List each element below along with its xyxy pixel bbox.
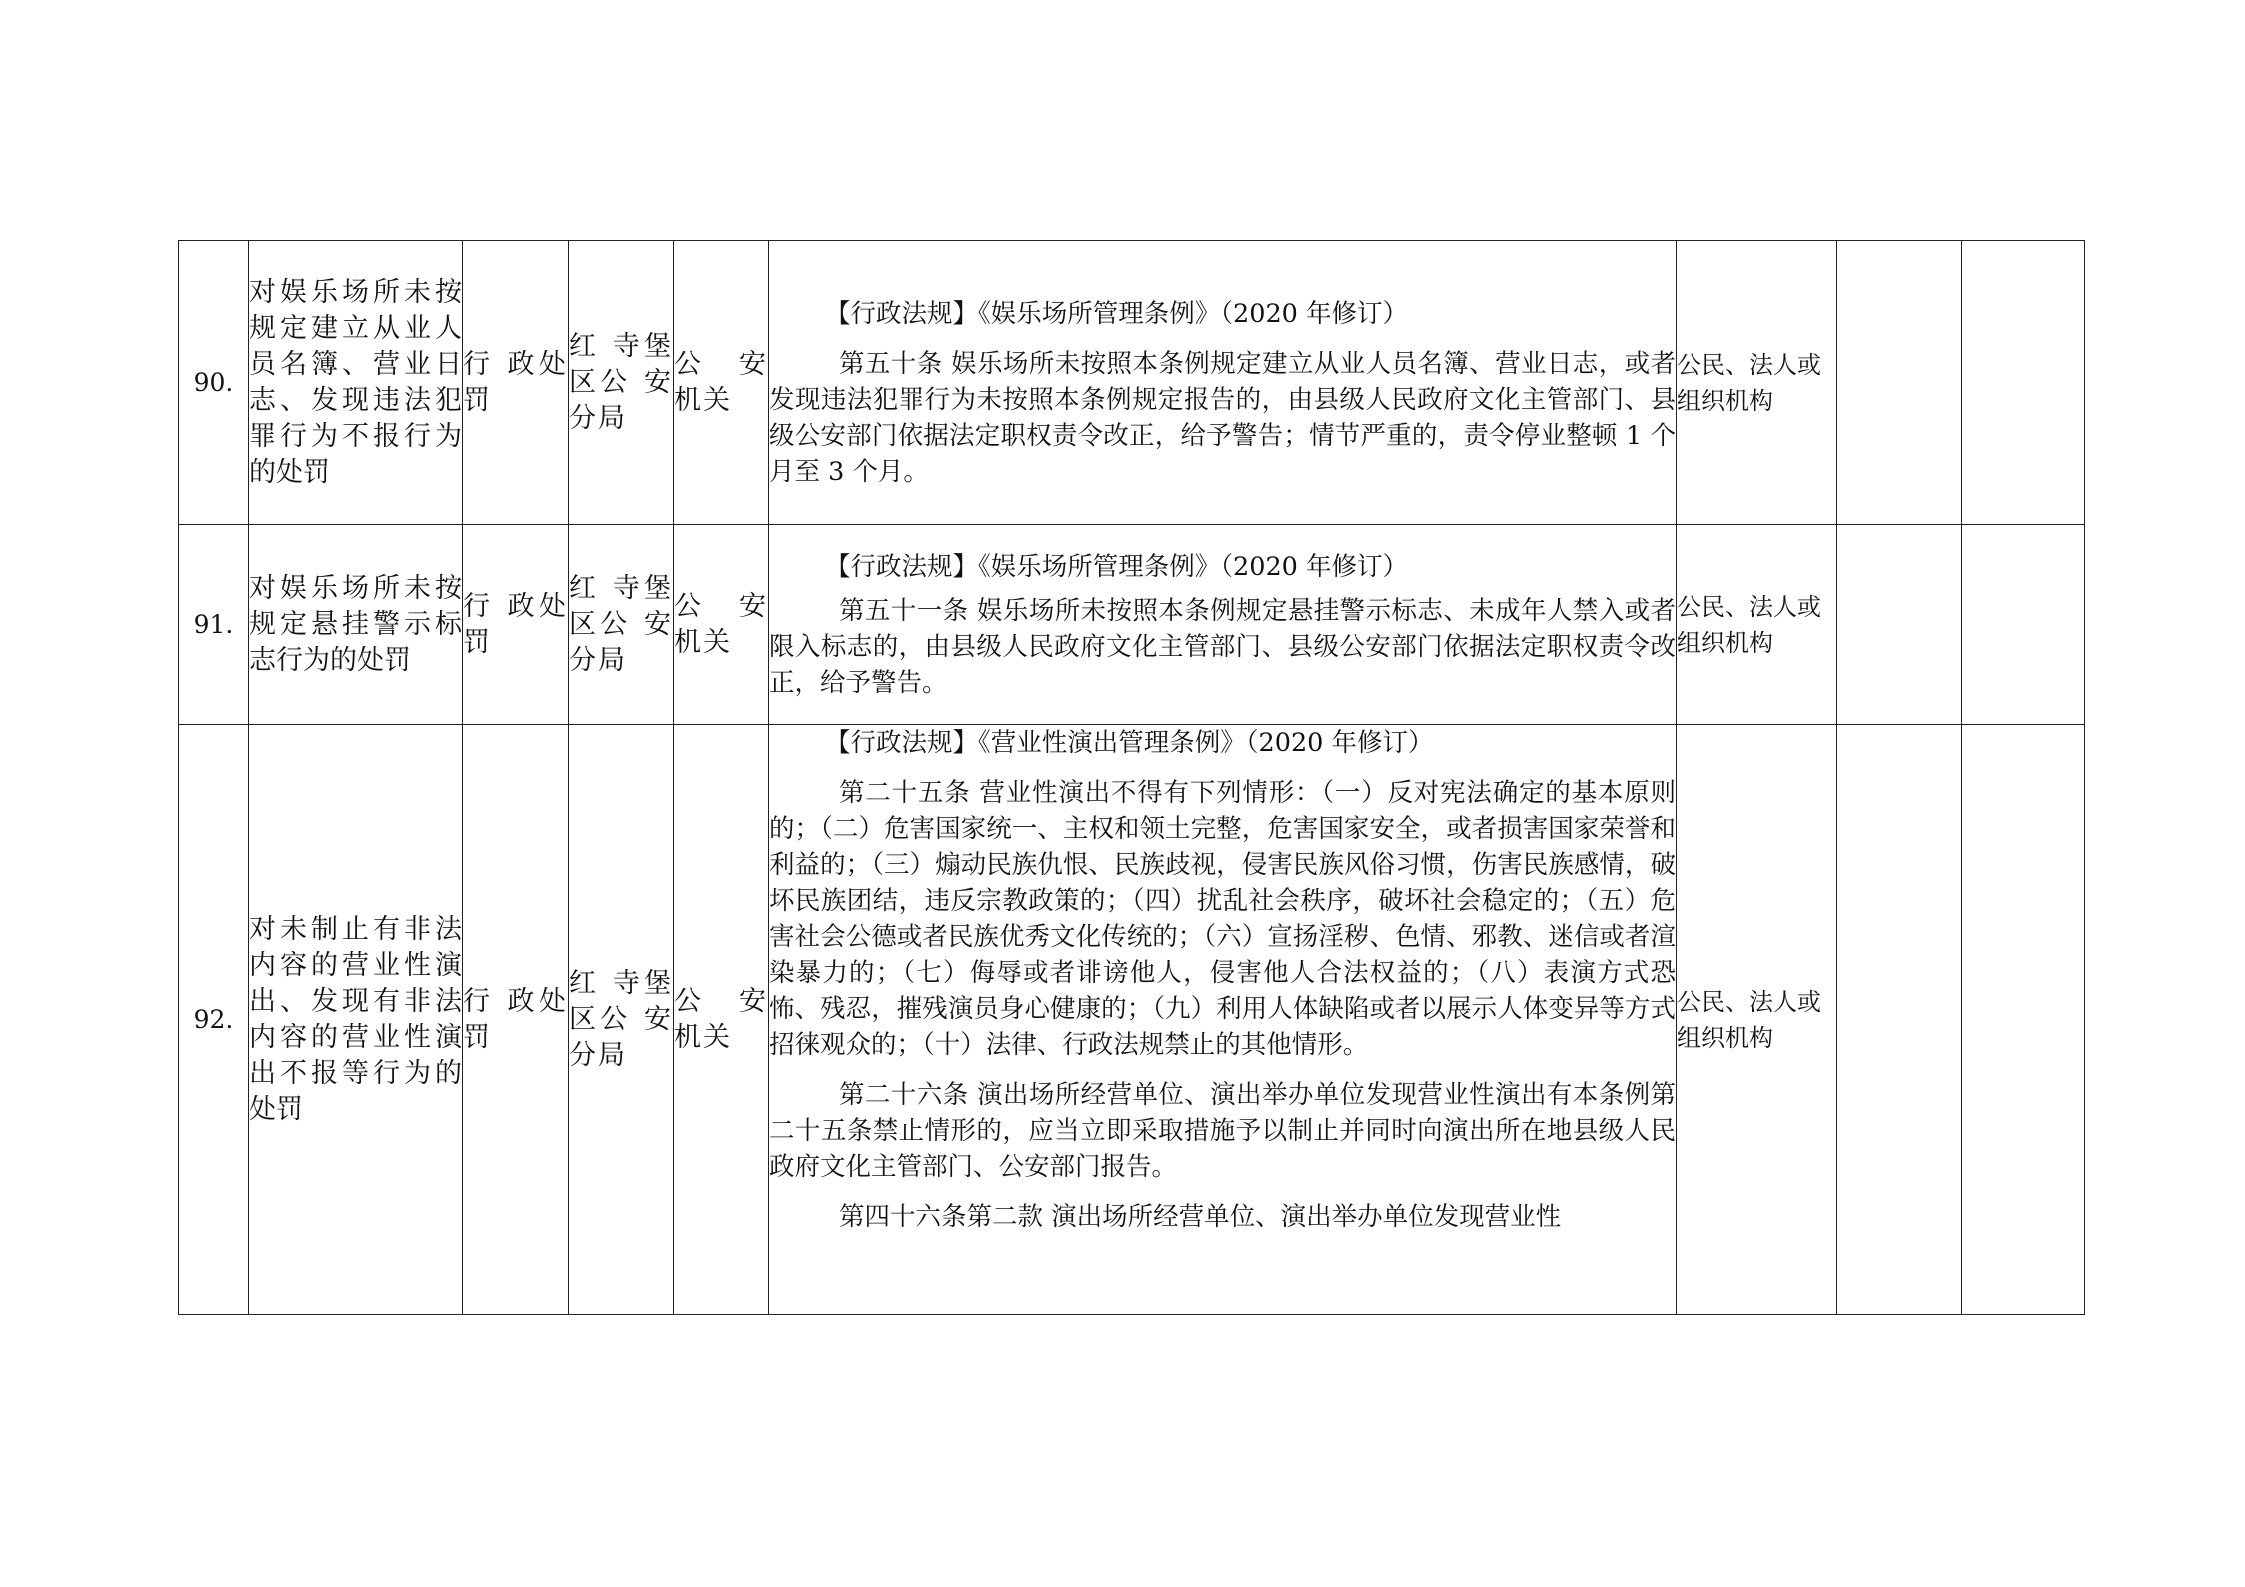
table-row (179, 525, 2085, 725)
empty-cell (1837, 725, 1962, 1315)
basis-heading: 【行政法规】《营业性演出管理条例》（2020 年修订） (825, 728, 1434, 758)
basis-paragraph: 第四十六条第二款 演出场所经营单位、演出举办单位发现营业性 (839, 1202, 1562, 1232)
implementing-org: 红 寺堡 区公 安分局 (569, 241, 674, 525)
empty-cell (1962, 725, 2085, 1315)
row-number: 92. (179, 725, 249, 1315)
department: 公 安机关 (674, 725, 769, 1315)
penalty-table (178, 240, 2085, 1315)
empty-cell (1962, 241, 2085, 525)
empty-cell (1837, 525, 1962, 725)
target-object: 公民、法人或组织机构 (1677, 725, 1837, 1315)
basis-paragraph: 第五十一条 娱乐场所未按照本条例规定悬挂警示标志、未成年人禁入或者限入标志的，由县级人民政府文化主管部门、县级公安部门依据法定职权责令改正，给予警告。 (769, 595, 1676, 698)
basis-paragraph: 第二十六条 演出场所经营单位、演出举办单位发现营业性演出有本条例第二十五条禁止情形的，应当立即采取措施予以制止并同时向演出所在地县级人民政府文化主管部门、公安部门报告。 (769, 1080, 1676, 1182)
basis-heading: 【行政法规】《娱乐场所管理条例》（2020 年修订） (825, 298, 1409, 329)
item-name: 对未制止有非法内容的营业性演出、发现有非法内容的营业性演出不报等行为的处罚 (249, 725, 463, 1315)
item-type: 行 政处罚 (463, 725, 569, 1315)
item-type: 行 政处罚 (463, 525, 569, 725)
target-object: 公民、法人或组织机构 (1677, 241, 1837, 525)
legal-basis (769, 725, 1677, 1315)
item-name: 对娱乐场所未按规定悬挂警示标志行为的处罚 (249, 525, 463, 725)
department: 公 安机关 (674, 241, 769, 525)
item-name: 对娱乐场所未按规定建立从业人员名簿、营业日志、发现违法犯罪行为不报行为的处罚 (249, 241, 463, 525)
department: 公 安机关 (674, 525, 769, 725)
implementing-org: 红 寺堡 区公 安分局 (569, 525, 674, 725)
row-number: 90. (179, 241, 249, 525)
table-row (179, 241, 2085, 525)
basis-paragraph: 第五十条 娱乐场所未按照本条例规定建立从业人员名簿、营业日志，或者发现违法犯罪行为未按照本条例规定报告的，由县级人民政府文化主管部门、县级公安部门依据法定职权责令改正，给予警告；情节严重的，责令停业整顿 1 个月至 3 个月。 (769, 348, 1676, 487)
legal-basis (769, 525, 1677, 725)
target-object: 公民、法人或组织机构 (1677, 525, 1837, 725)
empty-cell (1962, 525, 2085, 725)
empty-cell (1837, 241, 1962, 525)
basis-heading: 【行政法规】《娱乐场所管理条例》（2020 年修订） (825, 551, 1409, 582)
row-number: 91. (179, 525, 249, 725)
legal-basis (769, 241, 1677, 525)
basis-paragraph: 第二十五条 营业性演出不得有下列情形：（一）反对宪法确定的基本原则的；（二）危害国家统一、主权和领土完整，危害国家安全，或者损害国家荣誉和利益的；（三）煽动民族仇恨、民族歧视，侵害民族风俗习惯，伤害民族感情，破坏民族团结，违反宗教政策的；（四）扰乱社会秩序，破坏社会稳定的；（五）危害社会公德或者民族优秀文化传统的；（六）宣扬淫秽、色情、邪教、迷信或者渲染暴力的；（七）侮辱或者诽谤他人，侵害他人合法权益的；（八）表演方式恐怖、残忍，摧残演员身心健康的；（九）利用人体缺陷或者以展示人体变异等方式招徕观众的；（十）法律、行政法规禁止的其他情形。 (769, 778, 1676, 1060)
table-row (179, 725, 2085, 1315)
implementing-org: 红 寺堡 区公 安分局 (569, 725, 674, 1315)
item-type: 行 政处罚 (463, 241, 569, 525)
